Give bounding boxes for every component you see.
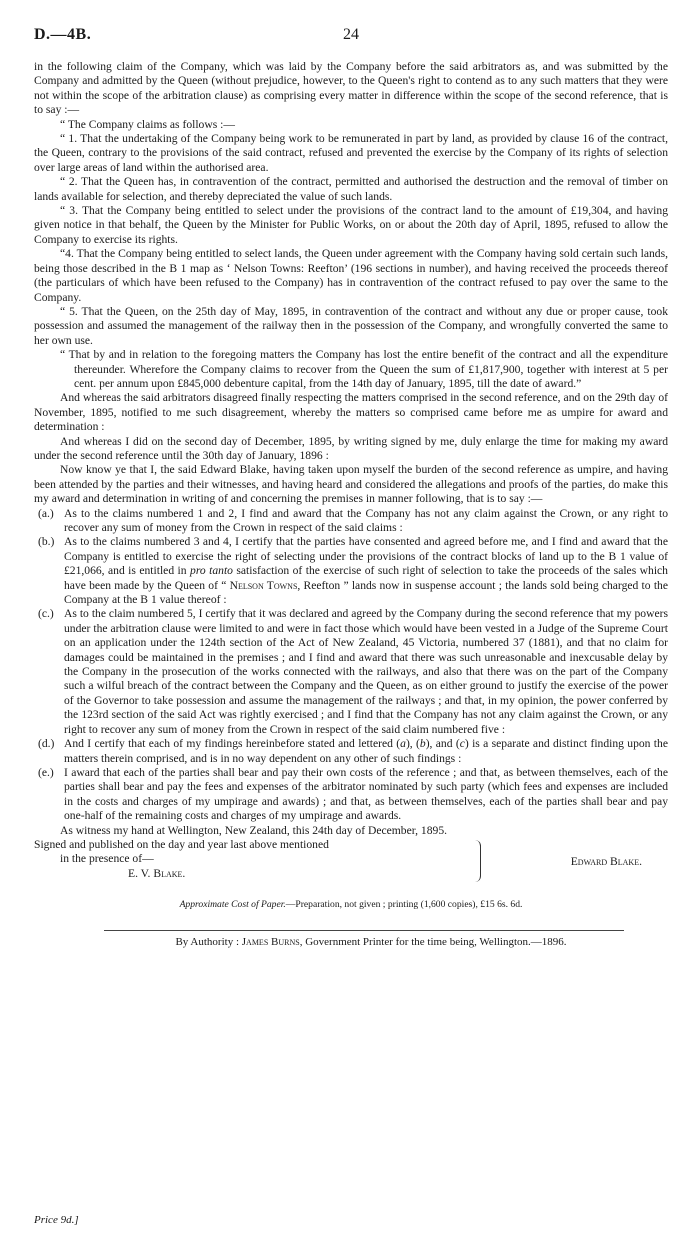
authority-line: [34, 935, 668, 949]
paragraph-award-intro: Now know ye that I, the said Edward Blake, having taken upon myself the burden of the second reference as umpire, and having been attended by the parties and their witnesses, and having heard and considered the allegations and proofs of the parties, do make this my award and determination in writing of and concerning the premises in manner following, that is to say :—: [34, 463, 668, 506]
item-text-part: ) is a separate and distinct finding upon the matters therein comprised, and is in no way dependent on any other of such findings :: [64, 737, 668, 765]
item-label: (c.): [38, 607, 54, 621]
claim-2: “ 2. That the Queen has, in contravention of the contract, permitted and authorised the destruction and the removal of timber on lands available for selection, and thereby depreciated the value of such lands.: [34, 175, 668, 203]
signature-block: [34, 838, 668, 894]
footer-rule: [104, 930, 624, 931]
item-text-part: As to the claims numbered 3 and 4, I certify that the parties have consented and agreed before me, and I find and award that the Company is entitled to exercise the right of selecting under the provisions of the contract blocks of land up to the B 1 value of £21,066, and is entitled in: [64, 535, 668, 578]
item-text-part: ), and (: [425, 737, 460, 751]
paragraph-disagreement: And whereas the said arbitrators disagreed finally respecting the matters comprised in the second reference, and on the 29th day of November, 1895, notified to me such disagreement, whereby the matters so comprised came before me as umpire for award and determination :: [34, 391, 668, 434]
claim-summary: “ That by and in relation to the foregoing matters the Company has lost the entire benefit of the contract and all the expenditure thereunder. Wherefore the Company claims to recover from the Queen the sum of £1,817,900, together with interest at 5 per cent. per annum upon £845,000 debenture capital, from the 14th day of January, 1895, till the date of award.”: [60, 348, 668, 390]
item-text: I award that each of the parties shall bear and pay their own costs of the reference ; and that, as between themselves, each of the parties shall bear and pay the fees and expenses of the arbitrator nominated by such party (which fees and expenses are included in the costs and charges of my umpirage and awards) ; and that, as between themselves, each of the parties shall bear and pay one-half of the remaining costs and charges of my umpirage and awards.: [64, 765, 668, 823]
award-item-b: [34, 535, 668, 607]
page-header: [34, 28, 668, 60]
item-text: [64, 737, 668, 766]
item-text-smallcaps: Nelson Towns: [229, 578, 298, 592]
claim-3: “ 3. That the Company being entitled to select under the provisions of the contract land to the amount of £19,304, and having given notice in that behalf, the Queen by the Minister for Public Works, on or about the 20th day of April, 1895, refused to allow the Company to exercise its rights.: [34, 204, 668, 246]
cost-label: Approximate Cost of Paper.: [179, 898, 286, 910]
item-text-italic: b: [419, 737, 426, 751]
item-text-italic: c: [459, 737, 465, 751]
signature-name: Edward Blake.: [570, 854, 642, 868]
item-text: As to the claim numbered 5, I certify that it was declared and agreed by the Company during the second reference that my powers under the arbitration clause were limited to and were in fact those which would have been vested in a Judge of the Supreme Court on an application under the 124th section of the Act of New Zealand, 45 Victoria, numbered 37 (1881), and that no claim for damages could be maintained in the premises ; and I find and award that there was such unreasonable and inexcusable delay by the Company in the prosecution of the works connected with the railways, and also that there was on the part of the Company such a wilful breach of the contract between the Company and the Queen, as on either ground to justify the exercise of the power of the Governor to take possession and assume the management of the railways ; and that, in my opinion, the power conferred by the 123rd section of the said Act was rightly exercised ; and I find that the Company has not any claim against the Crown, or any right to recover any sum of money from the Crown in respect of the said claim numbered five :: [64, 607, 668, 736]
signed-line: Signed and published on the day and year last above mentioned: [34, 837, 329, 851]
item-text: As to the claims numbered 1 and 2, I find and award that the Company has not any claim against the Crown, or any right to recover any sum of money from the Crown in respect of the said claims :: [64, 506, 668, 534]
claim-4: “4. That the Company being entitled to select lands, the Queen under agreement with the Company having sold certain such lands, being those described in the B 1 map as ‘ Nelson Towns: Reefton’ (196 sections in number), and having received the proceeds thereof (the particulars of which have been refused to the Company) has in contravention of the contract refused to pay over the same to the Company.: [34, 247, 668, 304]
item-label: (d.): [38, 737, 55, 751]
item-text-part: , Reefton ” lands now in suspense account ; the lands sold being charged to the Company at the B 1 value thereof :: [64, 578, 668, 607]
document-reference: D.—4B.: [34, 26, 92, 43]
claim-5: “ 5. That the Queen, on the 25th day of May, 1895, in contravention of the contract and without any due or proper cause, took possession and assumed the management of the railway then in the possession of the Company, and wrongfully converted the same to her own use.: [34, 304, 668, 347]
item-label: (e.): [38, 765, 54, 779]
item-text-italic: a: [400, 737, 406, 751]
paragraph-continuation: in the following claim of the Company, which was laid by the Company before the said arbitrators as, and was submitted by the Company and admitted by the Queen (without prejudice, however, to the Queen's right to contend as to any such matters that they were not within the scope of the arbitration clause) as comprising every matter in difference within the scope of the second reference, that is to say :—: [34, 60, 668, 117]
cost-text: —Preparation, not given ; printing (1,600 copies), £15 6s. 6d.: [285, 898, 523, 910]
item-text: [64, 535, 668, 607]
item-text-part: satisfaction of the exercise of such right of selection to take the proceeds of the sales which have been made by the Queen of “: [64, 564, 668, 592]
claim-1: “ 1. That the undertaking of the Company being work to be remunerated in part by land, as provided by clause 16 of the contract, the Queen, contrary to the provisions of the said contract, refused and prevented the exercise by the Company of its rights of selection over large areas of land within the authorised area.: [34, 132, 668, 174]
award-item-e: [34, 766, 668, 824]
printer-name: James Burns: [241, 936, 300, 949]
item-text-part: ), (: [405, 737, 420, 751]
award-item-c: [34, 607, 668, 737]
item-text-part: And I certify that each of my findings hereinbefore stated and lettered (: [64, 737, 401, 751]
brace-divider: [470, 840, 481, 882]
presence-line: in the presence of—: [60, 851, 154, 865]
cost-note: [34, 898, 668, 912]
price-note: Price 9d.]: [34, 1214, 79, 1226]
page-number: 24: [343, 26, 359, 43]
authority-suffix: , Government Printer for the time being, Wellington.—1896.: [299, 936, 567, 949]
item-label: (a.): [38, 506, 54, 520]
witness-statement: As witness my hand at Wellington, New Zealand, this 24th day of December, 1895.: [60, 823, 448, 837]
witness-name: E. V. Blake.: [128, 866, 186, 880]
claims-intro: “ The Company claims as follows :—: [60, 117, 235, 131]
paragraph-enlargement: And whereas I did on the second day of December, 1895, by writing signed by me, duly enlarge the time for making my award under the second reference until the 30th day of January, 1896 :: [34, 434, 668, 462]
item-label: (b.): [38, 535, 55, 549]
authority-prefix: By Authority :: [175, 936, 242, 949]
award-item-d: [34, 737, 668, 766]
item-text-italic: pro tanto: [190, 564, 233, 578]
award-item-a: [34, 507, 668, 536]
